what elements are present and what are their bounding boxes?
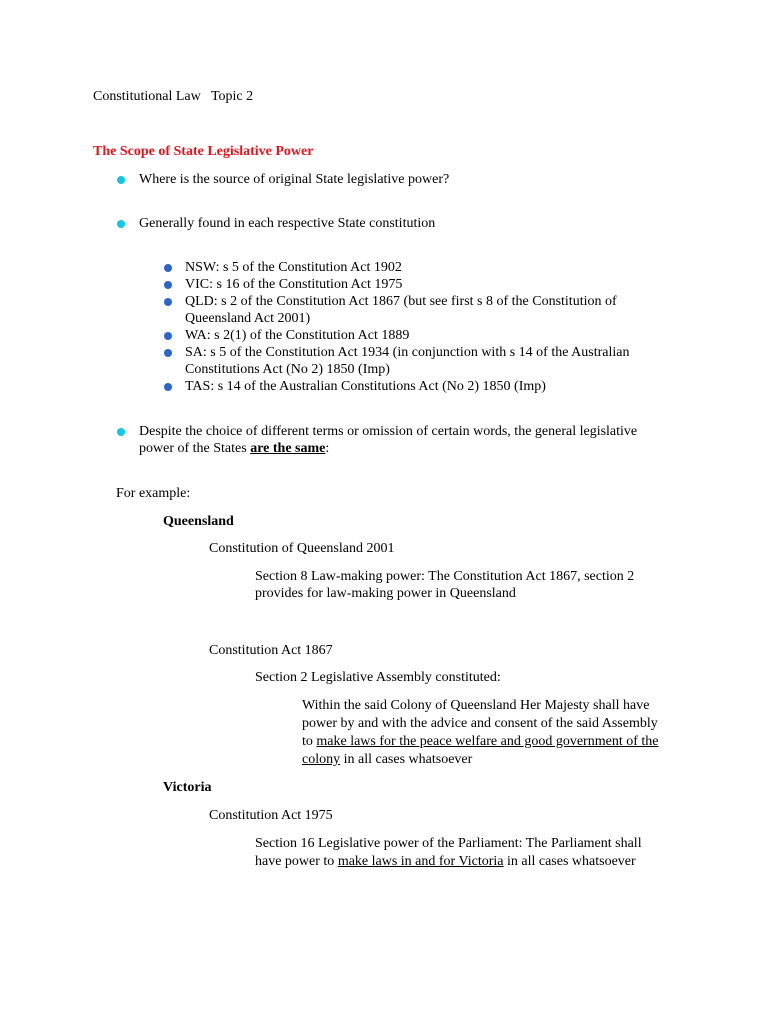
list-item: VIC: s 16 of the Constitution Act 1975 — [164, 276, 684, 293]
list-item: SA: s 5 of the Constitution Act 1934 (in conjunction with s 14 of the Australian Constitutions Act (No 2) 1850 (Imp) — [164, 344, 684, 378]
qld-act-2001: Constitution of Queensland 2001 — [209, 541, 395, 556]
bullet-source-question: Where is the source of original State legislative power? — [139, 172, 450, 187]
bullet-icon — [164, 264, 172, 272]
bullet-icon — [164, 383, 172, 391]
for-example-label: For example: — [116, 486, 191, 501]
bullet-generally-found: Generally found in each respective State constitution — [139, 216, 436, 231]
list-item: QLD: s 2 of the Constitution Act 1867 (but see first s 8 of the Constitution of Queensland Act 2001) — [164, 293, 684, 327]
list-item: TAS: s 14 of the Australian Constitutions Act (No 2) 1850 (Imp) — [164, 378, 684, 395]
bullet-icon — [164, 281, 172, 289]
bullet-icon — [164, 298, 172, 306]
list-item: WA: s 2(1) of the Constitution Act 1889 — [164, 327, 684, 344]
bullet-icon — [117, 428, 125, 436]
bullet-icon — [164, 349, 172, 357]
bullet-despite: Despite the choice of different terms or omission of certain words, the general legislative power of the States are the same: — [139, 424, 638, 456]
queensland-heading: Queensland — [163, 514, 234, 529]
state-constitution-list — [164, 259, 684, 395]
qld-act-1867: Constitution Act 1867 — [209, 643, 333, 658]
qld-quote: Within the said Colony of Queensland Her Majesty shall have power by and with the advice and consent of the said Assembly to make laws for the peace welfare and good government of the colony in all cases whatsoever — [302, 698, 659, 767]
bullet-icon — [117, 176, 125, 184]
vic-act-1975: Constitution Act 1975 — [209, 808, 333, 823]
victoria-heading: Victoria — [163, 780, 212, 795]
bullet-icon — [164, 332, 172, 340]
qld-section-2: Section 2 Legislative Assembly constituted: — [255, 670, 501, 685]
qld-section-8: Section 8 Law-making power: The Constitution Act 1867, section 2 provides for law-making power in Queensland — [255, 569, 635, 601]
vic-section-underlined: make laws in and for Victoria — [337, 854, 504, 869]
bullet-icon — [117, 220, 125, 228]
document-title: Constitutional Law Topic 2 — [93, 89, 254, 104]
section-heading: The Scope of State Legislative Power — [93, 144, 314, 159]
vic-section-16: Section 16 Legislative power of the Parliament: The Parliament shall have power to make laws in and for Victoria in all cases whatsoever — [255, 836, 642, 869]
emphasis-are-the-same: are the same — [250, 441, 326, 456]
list-item: NSW: s 5 of the Constitution Act 1902 — [164, 259, 684, 276]
qld-quote-underlined: make laws for the peace welfare and good government of the colony — [302, 734, 659, 767]
